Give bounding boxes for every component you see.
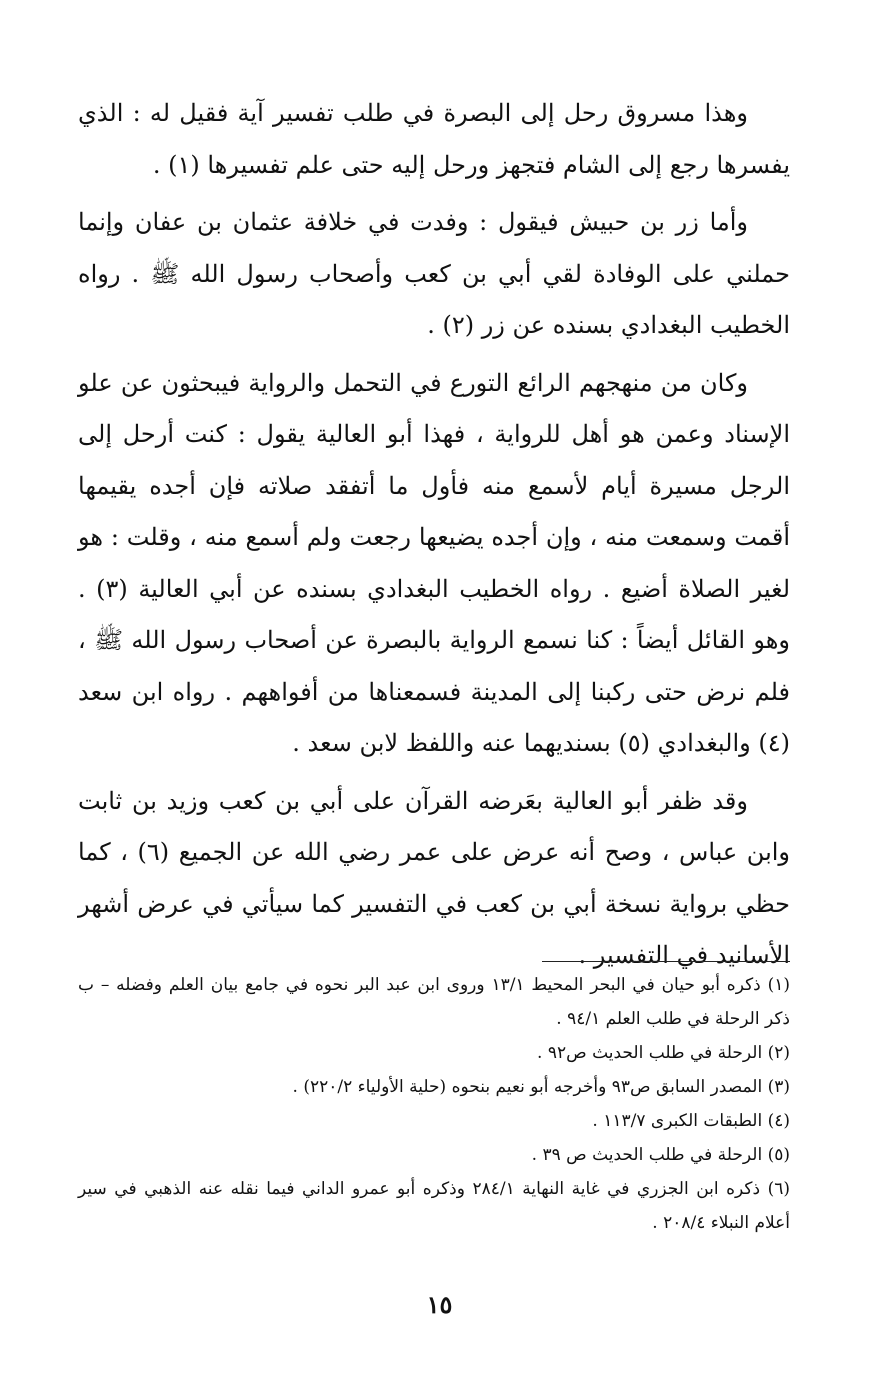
footnote-2: (٢) الرحلة في طلب الحديث ص٩٢ . <box>537 1043 790 1063</box>
main-text <box>78 88 790 982</box>
footnote-1: (١) ذكره أبو حيان في البحر المحيط ١٣/١ وروى ابن عبد البر نحوه في جامع بيان العلم وفضله – ب ذكر الرحلة في طلب العلم ٩٤/١ . <box>78 975 790 1029</box>
paragraph-masruq: وهذا مسروق رحل إلى البصرة في طلب تفسير آية فقيل له : الذي يفسرها رجع إلى الشام فتجهز ورحل إليه حتى علم تفسيرها (١) . <box>78 99 790 179</box>
page-body <box>78 88 790 982</box>
footnote-separator <box>542 961 790 962</box>
paragraph-zirr: وأما زر بن حبيش فيقول : وفدت في خلافة عثمان بن عفان وإنما حملني على الوفادة لقي أبي بن كعب وأصحاب رسول الله ﷺ . رواه الخطيب البغدادي بسنده عن زر (٢) . <box>78 208 790 339</box>
footnote-6: (٦) ذكره ابن الجزري في غاية النهاية ٢٨٤/١ وذكره أبو عمرو الداني فيما نقله عنه الذهبي في سير أعلام النبلاء ٢٠٨/٤ . <box>78 1179 791 1233</box>
footnote-3: (٣) المصدر السابق ص٩٣ وأخرجه أبو نعيم بنحوه (حلية الأولياء ٢٢٠/٢) . <box>292 1077 790 1097</box>
footnote-4: (٤) الطبقات الكبرى ١١٣/٧ . <box>592 1111 790 1131</box>
footnotes <box>78 968 790 1240</box>
paragraph-abu-aliya: وقد ظفر أبو العالية بعَرضه القرآن على أبي بن كعب وزيد بن ثابت وابن عباس ، وصح أنه عرض على عمر رضي الله عن الجميع (٦) ، كما حظي برواية نسخة أبي بن كعب في التفسير كما سيأتي في عرض أشهر الأسانيد في التفسير . <box>78 786 791 969</box>
paragraph-method: وكان من منهجهم الرائع التورع في التحمل والرواية فيبحثون عن علو الإسناد وعمن هو أهل للرواية ، فهذا أبو العالية يقول : كنت أرحل إلى الرجل مسيرة أيام لأسمع منه فأول ما أتفقد صلاته فإن أجده يقيمها أقمت وسمعت منه ، وإن أجده يضيعها رجعت ولم أسمع منه ، وقلت : هو لغير الصلاة أضيع . رواه الخطيب البغدادي بسنده عن أبي العالية (٣) . وهو القائل أيضاً : كنا نسمع الرواية بالبصرة عن أصحاب رسول الله ﷺ ، فلم نرض حتى ركبنا إلى المدينة فسمعناها من أفواههم . رواه ابن سعد (٤) والبغدادي (٥) بسنديهما عنه واللفظ لابن سعد . <box>78 368 791 757</box>
page-number: ١٥ <box>426 1290 453 1319</box>
footnote-5: (٥) الرحلة في طلب الحديث ص ٣٩ . <box>531 1145 790 1165</box>
